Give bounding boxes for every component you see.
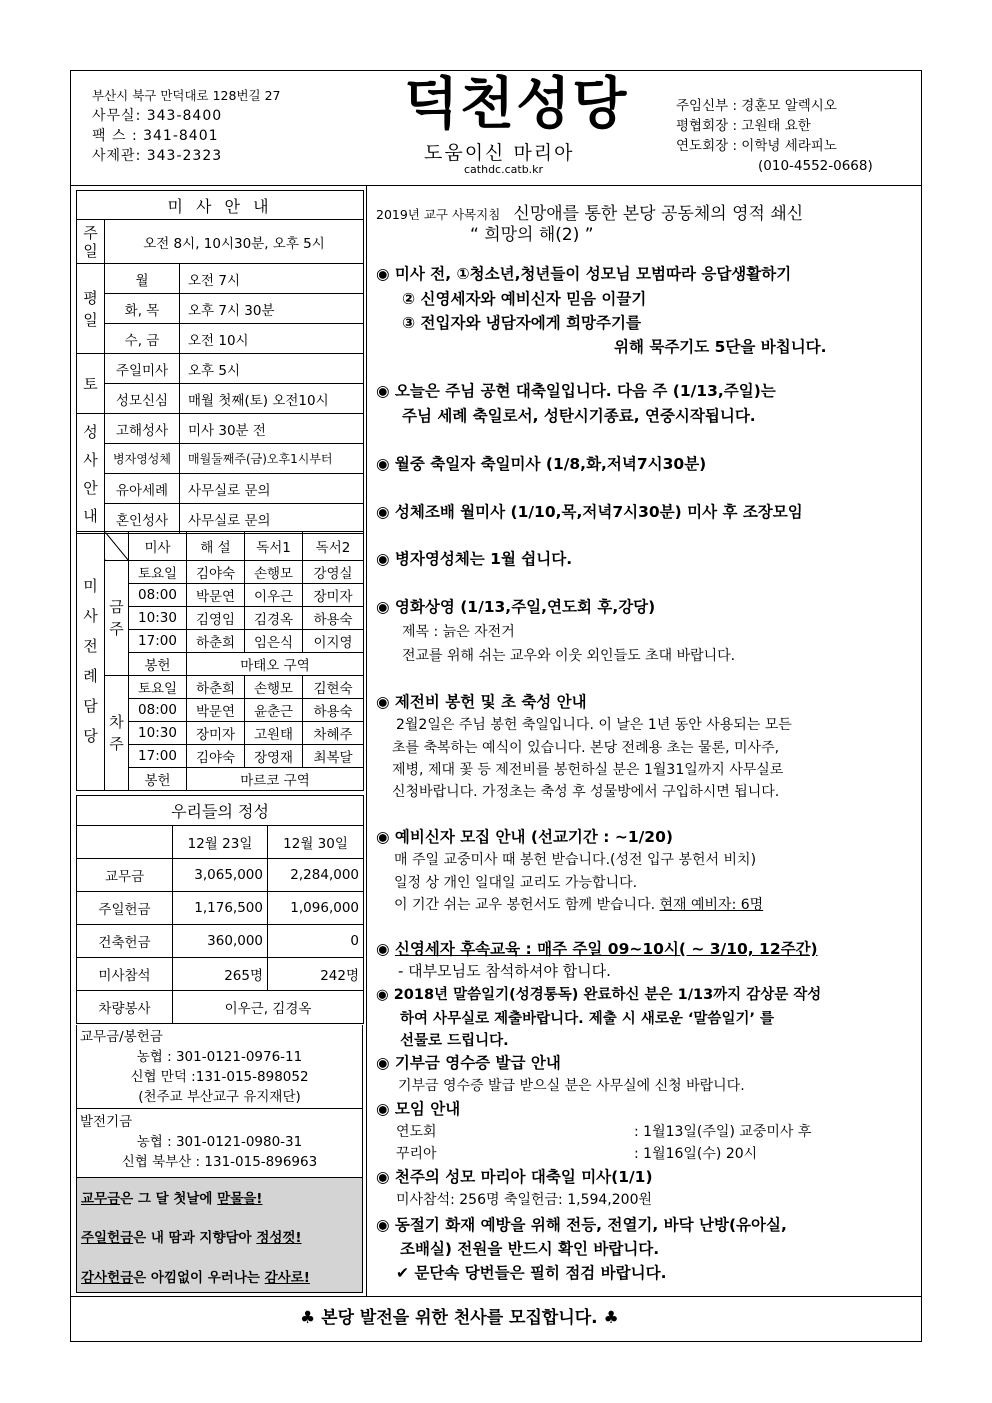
duty-cell: 손행모	[245, 561, 303, 584]
duty-cell: 이우근	[245, 584, 303, 607]
duty-label: 미사전례담당	[77, 532, 105, 791]
offerings-value: 1,176,500	[173, 892, 268, 925]
offerings-value: 242명	[268, 958, 364, 991]
slogan-box	[76, 1177, 363, 1293]
tithe-account	[76, 1027, 363, 1107]
notice-candle-3: 제병, 제대 꽃 등 제전비를 봉헌하실 분은 1월31일까지 사무실로	[392, 762, 784, 778]
saturday-label: 토	[77, 354, 105, 414]
offerings-date: 12월 23일	[173, 826, 268, 859]
address: 부산시 북구 만덕대로 128번길 27	[92, 88, 281, 103]
duty-cell: 김야숙	[187, 561, 245, 584]
tithe-owner: (천주교 부산교구 유지재단)	[138, 1089, 301, 1105]
duty-cell: 17:00	[129, 630, 187, 653]
duty-cell: 10:30	[129, 722, 187, 745]
duty-cell: 최복달	[303, 745, 364, 768]
slogan-2: 주일헌금은 내 땀과 지향담아 정성껏!	[81, 1230, 302, 1246]
offerings-label: 미사참석	[77, 958, 173, 991]
duty-cell: 김현숙	[303, 676, 364, 699]
footer-text: ♣ 본당 발전을 위한 천사를 모집합니다. ♣	[300, 1308, 619, 1328]
weekday-time: 오전 7시	[180, 264, 364, 294]
diagonal-cell	[105, 532, 129, 561]
duty-header: 독서1	[245, 532, 303, 561]
duty-cell: 김경옥	[245, 607, 303, 630]
duty-header: 미사	[129, 532, 187, 561]
offering-label: 봉헌	[129, 768, 187, 791]
offerings-value: 360,000	[173, 925, 268, 958]
rectory-phone: 사제관: 343-2323	[92, 148, 223, 164]
parish-url[interactable]: cathdc.catb.kr	[464, 163, 544, 176]
tithe-title: 교무금/봉헌금	[80, 1029, 163, 1045]
slogan-1: 교무금은 그 달 첫날에 맏물을!	[81, 1191, 263, 1207]
youth-phone: (010-4552-0668)	[758, 158, 873, 174]
fund-nh: 농협 : 301-0121-0980-31	[136, 1134, 303, 1150]
sacrament-label: 성사안내	[77, 414, 105, 534]
saturday-time: 매월 첫째(토) 오전10시	[180, 384, 364, 414]
duty-cell: 토요일	[129, 676, 187, 699]
weekday-day: 월	[105, 264, 180, 294]
notice-sick-communion: ◉ 병자영성체는 1월 쉽니다.	[376, 550, 573, 568]
fund-sh: 신협 북부산 : 131-015-896963	[121, 1154, 318, 1170]
meeting-name: 연도회	[396, 1124, 437, 1140]
notice-fire-1: ◉ 동절기 화재 예방을 위해 전등, 전열기, 바닥 난방(유아실,	[376, 1216, 787, 1234]
duty-cell: 박문연	[187, 584, 245, 607]
offerings-title: 우리들의 정성	[77, 796, 364, 826]
contact-block	[92, 86, 280, 166]
offerings-value: 265명	[173, 958, 268, 991]
saturday-day: 주일미사	[105, 354, 180, 384]
notice-candle: ◉ 제전비 봉헌 및 초 축성 안내	[376, 693, 587, 711]
notice-fire-3: ✔ 문단속 당번들은 필히 점검 바랍니다.	[396, 1264, 667, 1282]
duty-cell: 강영실	[303, 561, 364, 584]
column-divider	[366, 185, 367, 1296]
notice-prayer-2: ② 신영세자와 예비신자 믿음 이끌기	[402, 290, 647, 308]
duty-cell: 장미자	[187, 722, 245, 745]
duty-header: 해 설	[187, 532, 245, 561]
notice-neophyte: ◉ 신영세자 후속교육 : 매주 주일 09~10시( ~ 3/10, 12주간)	[376, 940, 818, 958]
duty-cell: 고원태	[245, 722, 303, 745]
fax-number: 팩 스 : 341-8401	[92, 128, 219, 144]
offerings-value: 0	[268, 925, 364, 958]
mass-title: 미 사 안 내	[77, 191, 364, 220]
weekday-day: 화, 목	[105, 294, 180, 324]
notice-catechumen: ◉ 예비신자 모집 안내 (선교기간 : ~1/20)	[376, 828, 673, 846]
notice-candle-1: 2월2일은 주님 봉헌 축일입니다. 이 날은 1년 동안 사용되는 모든	[396, 717, 792, 733]
pastor: 주임신부 : 경훈모 알렉시오	[676, 98, 837, 114]
offerings-date: 12월 30일	[268, 826, 364, 859]
duty-header: 독서2	[303, 532, 364, 561]
notice-mary-feast-1: 미사참석: 256명 축일헌금: 1,594,200원	[396, 1192, 652, 1208]
notice-movie-desc: 전교를 위해 쉬는 교우와 이웃 외인들도 초대 바랍니다.	[402, 648, 736, 664]
catechumen-count: 현재 예비자: 6명	[659, 897, 764, 913]
notice-mary-feast: ◉ 천주의 성모 마리아 대축일 미사(1/1)	[376, 1168, 653, 1186]
duty-cell: 김영임	[187, 607, 245, 630]
office-phone: 사무실: 343-8400	[92, 108, 223, 124]
notice-epiphany-2: 주님 세례 축일로서, 성탄시기종료, 연중시작됩니다.	[402, 407, 756, 425]
offerings-label: 교무금	[77, 859, 173, 892]
directive-subtitle: “ 희망의 해(2) ”	[470, 225, 594, 245]
notice-receipt-1: 기부금 영수증 발급 받으실 분은 사무실에 신청 바랍니다.	[398, 1078, 745, 1094]
notice-prayer-4: 위해 묵주기도 5단을 바칩니다.	[614, 338, 827, 356]
duty-cell: 장영재	[245, 745, 303, 768]
notice-receipt: ◉ 기부금 영수증 발급 안내	[376, 1054, 561, 1072]
saturday-time: 오후 5시	[180, 354, 364, 384]
council-president: 평협회장 : 고원태 요한	[676, 118, 811, 134]
notice-movie-title: 제목 : 늙은 자전거	[402, 624, 515, 640]
vehicle-label: 차량봉사	[77, 991, 173, 1024]
parish-patron: 도움이신 마리아	[424, 142, 575, 164]
notice-feast-mass: ◉ 월중 축일자 축일미사 (1/8,화,저녁7시30분)	[376, 455, 707, 473]
notice-bible-diary-2: 하여 사무실로 제출바랍니다. 제출 시 새로운 ‘말씀일기’ 를	[400, 1011, 775, 1027]
offerings-table	[76, 795, 364, 1024]
duty-cell: 하용숙	[303, 607, 364, 630]
duty-cell: 이지영	[303, 630, 364, 653]
duty-cell: 10:30	[129, 607, 187, 630]
directive-title: 신망애를 통한 본당 공동체의 영적 쇄신	[513, 204, 804, 224]
sacrament-name: 고해성사	[105, 414, 180, 444]
duty-cell: 토요일	[129, 561, 187, 584]
offerings-label: 건축헌금	[77, 925, 173, 958]
notice-adoration: ◉ 성체조배 월미사 (1/10,목,저녁7시30분) 미사 후 조장모임	[376, 503, 803, 521]
notice-prayer-1: ◉ 미사 전, ①청소년,청년들이 성모님 모범따라 응답생활하기	[376, 265, 792, 283]
sunday-times: 오전 8시, 10시30분, 오후 5시	[105, 220, 364, 264]
notice-neophyte-1: - 대부모님도 참석하셔야 합니다.	[398, 962, 611, 980]
youth-president: 연도회장 : 이학녕 세라피노	[676, 138, 837, 154]
notice-meetings: ◉ 모임 안내	[376, 1100, 461, 1118]
tithe-nh: 농협 : 301-0121-0976-11	[136, 1049, 303, 1065]
sacrament-info: 사무실로 문의	[180, 504, 364, 534]
meeting-name: 꾸리아	[396, 1146, 437, 1162]
notice-epiphany-1: ◉ 오늘은 주님 공현 대축일입니다. 다음 주 (1/13,주일)는	[376, 382, 776, 400]
offerings-value: 1,096,000	[268, 892, 364, 925]
footer-divider	[70, 1296, 922, 1297]
notice-bible-diary-3: 선물로 드립니다.	[400, 1033, 509, 1049]
week1-label: 금주	[105, 561, 129, 676]
liturgy-duty-table	[76, 531, 364, 791]
week2-label: 차주	[105, 676, 129, 791]
notice-catechumen-3: 이 기간 쉬는 교우 봉헌서도 함께 받습니다. 현재 예비자: 6명	[394, 897, 764, 913]
weekday-label: 평일	[77, 264, 105, 354]
sacrament-info: 매월둘째주(금)오후1시부터	[180, 444, 364, 474]
duty-cell: 17:00	[129, 745, 187, 768]
duty-cell: 장미자	[303, 584, 364, 607]
sacrament-name: 혼인성사	[105, 504, 180, 534]
duty-cell: 임은식	[245, 630, 303, 653]
directive-prefix: 2019년 교구 사목지침	[376, 207, 501, 222]
sacrament-name: 유아세례	[105, 474, 180, 504]
notice-prayer-3: ③ 전입자와 냉담자에게 희망주기를	[402, 314, 641, 332]
vehicle-volunteers: 이우근, 김경옥	[173, 991, 364, 1024]
weekday-day: 수, 금	[105, 324, 180, 354]
notice-movie: ◉ 영화상영 (1/13,주일,연도회 후,강당)	[376, 598, 656, 616]
offerings-value: 3,065,000	[173, 859, 268, 892]
saturday-day: 성모신심	[105, 384, 180, 414]
offerings-value: 2,284,000	[268, 859, 364, 892]
slogan-3: 감사헌금은 아낌없이 우러나는 감사로!	[81, 1270, 310, 1286]
tithe-sh: 신협 만덕 :131-015-898052	[130, 1069, 309, 1085]
weekday-time: 오후 7시 30분	[180, 294, 364, 324]
duty-cell: 08:00	[129, 584, 187, 607]
accounts-divider	[76, 1108, 363, 1109]
duty-cell: 윤춘근	[245, 699, 303, 722]
notice-catechumen-2: 일정 상 개인 일대일 교리도 가능합니다.	[394, 875, 638, 891]
staff-block	[676, 96, 873, 176]
header-divider	[70, 185, 922, 186]
duty-cell: 박문연	[187, 699, 245, 722]
duty-cell: 하춘희	[187, 676, 245, 699]
duty-cell: 하용숙	[303, 699, 364, 722]
offering-label: 봉헌	[129, 653, 187, 676]
sacrament-info: 미사 30분 전	[180, 414, 364, 444]
meeting-time: : 1월16일(수) 20시	[634, 1146, 758, 1162]
sunday-label: 주일	[77, 220, 105, 264]
sacrament-name: 병자영성체	[105, 444, 180, 474]
duty-cell: 손행모	[245, 676, 303, 699]
parish-title: 덕천성당	[404, 72, 629, 137]
notice-catechumen-1: 매 주일 교중미사 때 봉헌 받습니다.(성전 입구 봉헌서 비치)	[394, 852, 757, 868]
weekday-time: 오전 10시	[180, 324, 364, 354]
offerings-label: 주일헌금	[77, 892, 173, 925]
duty-cell: 김야숙	[187, 745, 245, 768]
duty-cell: 하춘희	[187, 630, 245, 653]
offering-group: 마태오 구역	[187, 653, 364, 676]
offering-group: 마르코 구역	[187, 768, 364, 791]
mass-schedule-table	[76, 190, 364, 534]
offerings-corner	[77, 826, 173, 859]
notice-fire-2: 조배실) 전원을 반드시 확인 바랍니다.	[400, 1240, 660, 1258]
notice-candle-4: 신청바랍니다. 가정초는 축성 후 성물방에서 구입하시면 됩니다.	[392, 784, 780, 800]
fund-title: 발전기금	[80, 1114, 133, 1130]
fund-account	[76, 1112, 363, 1172]
sacrament-info: 사무실로 문의	[180, 474, 364, 504]
meeting-time: : 1월13일(주일) 교중미사 후	[634, 1124, 812, 1140]
notice-candle-2: 초를 축복하는 예식이 있습니다. 본당 전례용 초는 물론, 미사주,	[392, 740, 780, 756]
duty-cell: 차혜주	[303, 722, 364, 745]
duty-cell: 08:00	[129, 699, 187, 722]
notice-bible-diary-1: ◉ 2018년 말씀일기(성경통독) 완료하신 분은 1/13까지 감상문 작성	[376, 987, 822, 1003]
